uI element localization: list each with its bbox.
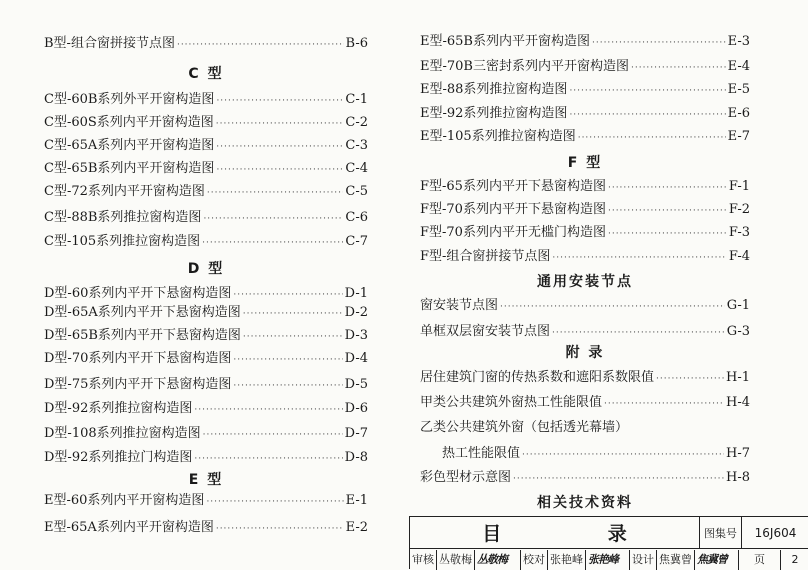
toc-entry-title: E型-88系列推拉窗构造图 xyxy=(420,82,568,97)
toc-entry-title: D型-70系列内平开下悬窗构造图 xyxy=(44,351,232,366)
toc-entry[interactable] xyxy=(420,106,750,123)
toc-entry-page: C-5 xyxy=(345,184,368,199)
toc-entry[interactable] xyxy=(44,351,368,368)
dot-leader xyxy=(216,116,344,132)
toc-entry-title: D型-75系列内平开下悬窗构造图 xyxy=(44,377,232,392)
toc-entry[interactable] xyxy=(44,234,368,251)
toc-entry-title: F型-70系列内平开下悬窗构造图 xyxy=(420,202,606,217)
dot-leader xyxy=(216,139,343,155)
toc-entry-title: 彩色型材示意图 xyxy=(420,470,512,485)
toc-entry-title: D型-60系列内平开下悬窗构造图 xyxy=(44,286,232,301)
toc-entry-title: F型-组合窗拼接节点图 xyxy=(420,249,551,264)
toc-entry-title: D型-65A系列内平开下悬窗构造图 xyxy=(44,305,241,320)
toc-entry-page: H-7 xyxy=(725,446,750,461)
toc-entry-title: C型-60B系列外平开窗构造图 xyxy=(44,92,215,107)
section-heading: 附 录 xyxy=(565,345,605,361)
title-block xyxy=(409,516,808,569)
dot-leader xyxy=(552,250,726,266)
dot-leader xyxy=(578,130,726,146)
toc-entry[interactable] xyxy=(44,184,368,201)
toc-entry-title: C型-65B系列内平开窗构造图 xyxy=(44,161,215,176)
toc-entry-title: D型-92系列推拉窗构造图 xyxy=(44,401,193,416)
atlas-number: 16J604 xyxy=(742,517,808,549)
toc-entry[interactable] xyxy=(44,328,368,345)
reviewer-signature: 丛敬梅 xyxy=(475,550,521,570)
toc-entry-title: F型-70系列内平开无槛门构造图 xyxy=(420,225,606,240)
toc-entry-page: D-7 xyxy=(344,426,368,441)
dot-leader xyxy=(604,396,724,412)
toc-entry-page: C-7 xyxy=(345,234,368,249)
toc-entry-title: C型-105系列推拉窗构造图 xyxy=(44,234,201,249)
checker-name: 张艳峰 xyxy=(548,550,586,570)
section-heading: C 型 xyxy=(188,66,224,82)
toc-entry-title: C型-88B系列推拉窗构造图 xyxy=(44,210,202,225)
toc-entry-title: E型-60系列内平开窗构造图 xyxy=(44,493,205,508)
toc-entry-page: C-6 xyxy=(345,210,368,225)
toc-entry[interactable] xyxy=(44,401,368,418)
design-label: 设计 xyxy=(630,550,657,570)
dot-leader xyxy=(569,83,725,99)
toc-entry-page: F-1 xyxy=(728,179,750,194)
toc-entry[interactable] xyxy=(44,36,368,53)
toc-entry[interactable] xyxy=(420,129,750,146)
toc-entry-page: D-3 xyxy=(344,328,368,343)
toc-entry-page: D-4 xyxy=(344,351,368,366)
page-number: 2 xyxy=(791,553,799,566)
dot-leader xyxy=(206,494,343,510)
toc-entry[interactable] xyxy=(420,470,750,487)
toc-entry-page: C-4 xyxy=(345,161,368,176)
dot-leader xyxy=(207,185,343,201)
toc-entry-page: F-2 xyxy=(728,202,750,217)
dot-leader xyxy=(216,521,344,537)
checker-signature: 张艳峰 xyxy=(586,550,630,570)
dot-leader xyxy=(233,352,342,368)
toc-entry[interactable] xyxy=(420,324,750,341)
dot-leader xyxy=(608,180,727,196)
section-heading: D 型 xyxy=(187,261,225,277)
dot-leader xyxy=(203,211,343,227)
designer-signature: 焦冀曾 xyxy=(695,550,739,570)
toc-entry[interactable] xyxy=(420,420,750,436)
toc-entry-title: E型-105系列推拉窗构造图 xyxy=(420,129,576,144)
toc-entry-page: H-4 xyxy=(725,395,750,410)
toc-entry[interactable] xyxy=(44,520,368,537)
toc-entry-page: G-3 xyxy=(726,324,750,339)
toc-entry-title: D型-65B系列内平开下悬窗构造图 xyxy=(44,328,241,343)
dot-leader xyxy=(233,378,342,394)
section-heading: 相关技术资料 xyxy=(537,495,633,511)
toc-entry-title: C型-65A系列内平开窗构造图 xyxy=(44,138,215,153)
toc-entry[interactable] xyxy=(420,59,750,76)
toc-entry-page: E-1 xyxy=(345,493,368,508)
toc-entry[interactable] xyxy=(420,249,750,266)
page-label: 页 xyxy=(739,550,781,570)
toc-entry-title: E型-92系列推拉窗构造图 xyxy=(420,106,568,121)
toc-entry[interactable] xyxy=(420,225,750,242)
check-label: 校对 xyxy=(521,550,548,570)
toc-entry-page: E-3 xyxy=(727,34,750,49)
toc-entry-title: 热工性能限值 xyxy=(442,446,521,461)
section-heading: E 型 xyxy=(188,472,224,488)
dot-leader xyxy=(522,447,724,463)
toc-entry-title: C型-72系列内平开窗构造图 xyxy=(44,184,205,199)
toc-entry-title: D型-92系列推拉门构造图 xyxy=(44,450,193,465)
toc-entry-title: E型-65A系列内平开窗构造图 xyxy=(44,520,214,535)
toc-entry-page: D-1 xyxy=(344,286,368,301)
toc-entry-title: C型-60S系列内平开窗构造图 xyxy=(44,115,214,130)
toc-entry[interactable] xyxy=(44,210,368,227)
toc-entry[interactable] xyxy=(44,115,368,132)
dot-leader xyxy=(216,93,343,109)
toc-entry-title: F型-65系列内平开下悬窗构造图 xyxy=(420,179,606,194)
toc-entry-page: E-5 xyxy=(727,82,750,97)
dot-leader xyxy=(243,306,343,322)
toc-entry[interactable] xyxy=(420,179,750,196)
dot-leader xyxy=(216,162,343,178)
toc-entry[interactable] xyxy=(44,286,368,303)
dot-leader xyxy=(513,471,724,487)
section-heading: F 型 xyxy=(567,155,603,171)
toc-entry[interactable] xyxy=(44,377,368,394)
toc-entry-page: E-2 xyxy=(345,520,368,535)
signature-row xyxy=(410,550,808,570)
toc-entry-title: 窗安装节点图 xyxy=(420,298,499,313)
dot-leader xyxy=(592,35,726,51)
toc-entry-page: H-8 xyxy=(725,470,750,485)
toc-entry-title: 甲类公共建筑外窗热工性能限值 xyxy=(420,395,603,410)
toc-entry[interactable] xyxy=(420,370,750,387)
toc-entry[interactable] xyxy=(44,138,368,155)
toc-entry-page: E-4 xyxy=(727,59,750,74)
toc-entry[interactable] xyxy=(44,426,368,443)
dot-leader xyxy=(194,451,342,467)
dot-leader xyxy=(202,235,343,251)
toc-entry[interactable] xyxy=(44,305,368,322)
toc-entry[interactable] xyxy=(420,34,750,51)
toc-entry[interactable] xyxy=(44,92,368,109)
toc-entry-title: 居住建筑门窗的传热系数和遮阳系数限值 xyxy=(420,370,655,385)
title-block-title: 目 录 xyxy=(410,517,700,549)
toc-entry-title: E型-65B系列内平开窗构造图 xyxy=(420,34,590,49)
toc-entry-title: D型-108系列推拉窗构造图 xyxy=(44,426,201,441)
toc-entry-title: B型-组合窗拼接节点图 xyxy=(44,36,175,51)
toc-entry-page: D-5 xyxy=(344,377,368,392)
dot-leader xyxy=(552,325,725,341)
dot-leader xyxy=(631,60,726,76)
toc-entry-page: C-1 xyxy=(345,92,368,107)
dot-leader xyxy=(203,427,343,443)
toc-entry-page: E-6 xyxy=(727,106,750,121)
toc-entry[interactable] xyxy=(420,202,750,219)
toc-entry[interactable] xyxy=(44,450,368,467)
dot-leader xyxy=(656,371,724,387)
toc-entry-page: G-1 xyxy=(726,298,750,313)
dot-leader xyxy=(500,299,725,315)
toc-entry-title: 乙类公共建筑外窗（包括透光幕墙） xyxy=(420,420,629,435)
designer-name: 焦冀曾 xyxy=(657,550,695,570)
toc-entry-title: 单框双层窗安装节点图 xyxy=(420,324,551,339)
reviewer-name: 丛敬梅 xyxy=(437,550,475,570)
toc-entry[interactable] xyxy=(420,298,750,315)
dot-leader xyxy=(608,226,727,242)
dot-leader xyxy=(243,329,343,345)
toc-entry-page: F-4 xyxy=(728,249,750,264)
toc-entry-title: E型-70B三密封系列内平开窗构造图 xyxy=(420,59,629,74)
toc-entry-page: F-3 xyxy=(728,225,750,240)
dot-leader xyxy=(569,107,725,123)
toc-entry-page: E-7 xyxy=(727,129,750,144)
toc-entry-page: D-8 xyxy=(344,450,368,465)
toc-entry[interactable] xyxy=(420,446,750,463)
toc-entry-page: D-6 xyxy=(344,401,368,416)
toc-entry-page: C-2 xyxy=(345,115,368,130)
toc-entry-page: C-3 xyxy=(345,138,368,153)
toc-entry[interactable] xyxy=(420,82,750,99)
toc-entry[interactable] xyxy=(420,395,750,412)
dot-leader xyxy=(608,203,727,219)
toc-entry[interactable] xyxy=(44,493,368,510)
toc-entry-page: D-2 xyxy=(344,305,368,320)
toc-entry-page: H-1 xyxy=(725,370,750,385)
toc-entry[interactable] xyxy=(44,161,368,178)
dot-leader xyxy=(233,287,342,303)
dot-leader xyxy=(194,402,342,418)
toc-entry-page: B-6 xyxy=(345,36,368,51)
dot-leader xyxy=(177,37,344,53)
review-label: 审核 xyxy=(410,550,437,570)
atlas-label: 图集号 xyxy=(700,517,742,549)
section-heading: 通用安装节点 xyxy=(537,274,633,290)
